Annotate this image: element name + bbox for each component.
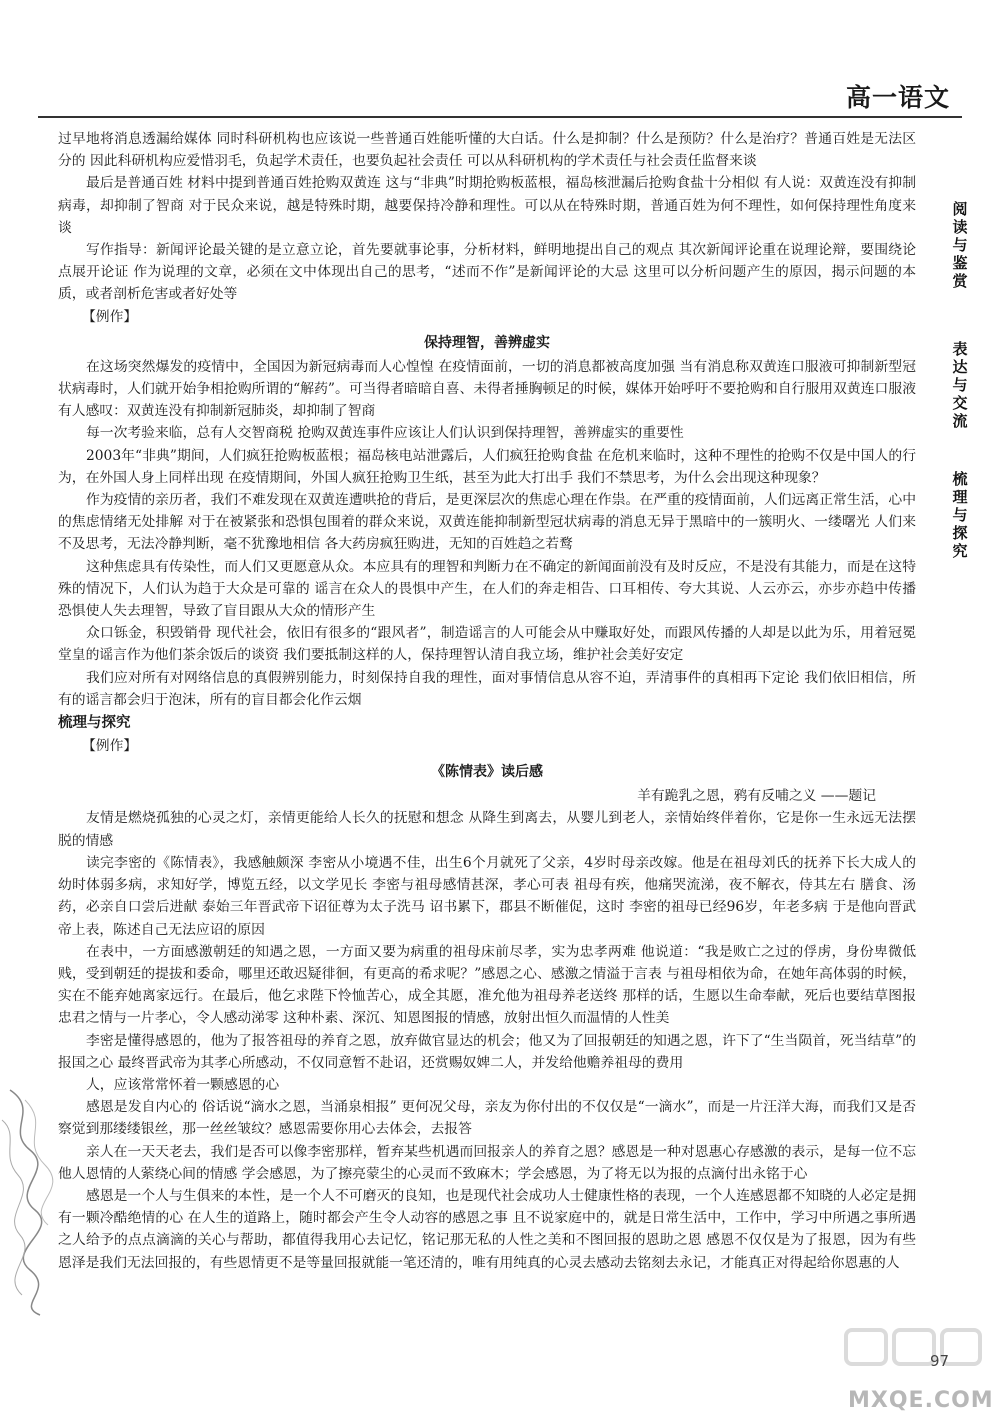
paragraph: 友情是燃烧孤独的心灵之灯，亲情更能给人长久的抚慰和想念 从降生到离去，从婴儿到老人，亲情始终伴着你，它是你一生永远无法摆脱的情感 [58, 810, 916, 849]
paragraph: 2003年“非典”期间，人们疯狂抢购板蓝根；福岛核电站泄露后，人们疯狂抢购食盐 在危机来临时，这种不理性的抢购不仅是中国人的行为，在外国人身上同样出现 在疫情期间，外国人疯狂抢购卫生纸，甚至为此大打出手 我们不禁思考，为什么会出现这种现象？ [58, 447, 916, 486]
side-tab-label: 表达与交流 [952, 340, 968, 430]
paragraph: 感恩是发自内心的 俗话说“滴水之恩，当涌泉相报” 更何况父母，亲友为你付出的不仅仅是“一滴水”，而是一片汪洋大海，而我们又是否察觉到那缕缕银丝，那一丝丝皱纹？感恩需要你用心去体会，去报答 [58, 1099, 916, 1138]
paragraph: 亲人在一天天老去，我们是否可以像李密那样，暂弃某些机遇而回报亲人的养育之恩？感恩是一种对恩惠心存感激的表示，是每一位不忘他人恩情的人萦绕心间的情感 学会感恩，为了擦亮蒙尘的心灵而不致麻木；学会感恩，为了将无以为报的点滴付出永铭于心 [58, 1143, 916, 1182]
page-header-title: 高一语文 [845, 83, 950, 112]
header-divider [38, 116, 962, 118]
side-tab-inquiry [948, 470, 972, 560]
decorative-swirl-icon [0, 1080, 60, 1320]
side-tab-reading [948, 200, 972, 290]
paragraph: 人，应该常常怀着一颗感恩的心 [86, 1076, 280, 1093]
paragraph: 在表中，一方面感激朝廷的知遇之恩，一方面又要为病重的祖母床前尽孝，实为忠孝两难 他说道：“我是败亡之过的俘虏，身份卑微低贱，受到朝廷的提拔和委命，哪里还敢迟疑徘徊，有更高的希求呢？”感恩之心、感激之情溢于言表 与祖母相依为命，在她年高体弱的时候，实在不能弃她离家远行。在最后，他乞求陛下怜恤苦心，成全其愿，准允他为祖母养老送终 那样的话，生愿以生命奉献，死后也要结草图报 忠君之情与一片孝心，令人感动涕零 这种朴素、深沉、知恩图报的情感，放射出恒久而温情的人性美 [58, 943, 916, 1027]
paragraph: 过早地将消息透漏给媒体 同时科研机构也应该说一些普通百姓能听懂的大白话。什么是抑制？什么是预防？什么是治疗？普通百姓是无法区分的 因此科研机构应爱惜羽毛，负起学术责任，也要负起社会责任 可以从科研机构的学术责任与社会责任监督来谈 [58, 131, 916, 170]
page-number: 97 [930, 1352, 950, 1370]
side-tab-label: 梳理与探究 [952, 470, 968, 560]
paragraph: 我们应对所有对网络信息的真假辨别能力，时刻保持自我的理性，面对事情信息从容不迫，弄清事件的真相再下定论 我们依旧相信，所有的谣言都会归于泡沫，所有的盲目都会化作云烟 [58, 669, 916, 708]
example-label: 【例作】 [82, 308, 138, 325]
watermark-text: MXQE.COM [848, 1388, 994, 1413]
paragraph: 写作指导：新闻评论最关键的是立意立论，首先要就事论事，分析材料，鲜明地提出自己的观点 其次新闻评论重在说理论辩，要围绕论点展开论证 作为说理的文章，必须在文中体现出自己的思考，“述而不作”是新闻评论的大忌 这里可以分析问题产生的原因，揭示问题的本质，或者剖析危害或者好处等 [58, 242, 916, 303]
side-tab-expression [948, 340, 972, 430]
paragraph: 作为疫情的亲历者，我们不难发现在双黄连遭哄抢的背后，是更深层次的焦虑心理在作祟。在严重的疫情面前，人们远离正常生活，心中的焦虑情绪无处排解 对于在被紧张和恐惧包围着的群众来说，双黄连能抑制新型冠状病毒的消息无异于黑暗中的一簇明火、一缕曙光 人们来不及思考，无法冷静判断，毫不犹豫地相信 各大药房疯狂购进，无知的百姓趋之若鹜 [58, 492, 916, 553]
paragraph: 众口铄金，积毁销骨 现代社会，依旧有很多的“跟风者”，制造谣言的人可能会从中赚取好处，而跟风传播的人却是以此为乐，用着冠冕堂皇的谣言作为他们茶余饭后的谈资 我们要抵制这样的人，保持理智认清自我立场，维护社会美好安定 [58, 625, 916, 664]
paragraph: 感恩是一个人与生俱来的本性，是一个人不可磨灭的良知，也是现代社会成功人士健康性格的表现，一个人连感恩都不知晓的人必定是拥有一颗冷酷绝情的心 在人生的道路上，随时都会产生令人动容的感恩之事 且不说家庭中的，就是日常生活中，工作中，学习中所遇之事所遇之人给予的点点滴滴的关心与帮助，都值得我用心去记忆，铭记那无私的人性之美和不图回报的恩助之恩 感恩不仅仅是为了报恩，因为有些恩泽是我们无法回报的，有些恩情更不是等量回报就能一笔还清的，唯有用纯真的心灵去感动去铭刻去永记，才能真正对得起给你恩惠的人 [58, 1187, 916, 1271]
paragraph: 读完李密的《陈情表》，我感触颇深 李密从小境遇不佳，出生6个月就死了父亲，4岁时母亲改嫁。他是在祖母刘氏的抚养下长大成人的 幼时体弱多病，求知好学，博览五经，以文学见长 李密与祖母感情甚深，孝心可表 祖母有疾，他痛哭流涕，夜不解衣，侍其左右 膳食、汤药，必亲自口尝后进献 泰始三年晋武帝下诏征尊为太子洗马 诏书累下，郡县不断催促，这时 李密的祖母已经96岁，年老多病 于是他向晋武帝上表，陈述自己无法应诏的原因 [58, 854, 916, 938]
paragraph: 这种焦虑具有传染性，而人们又更愿意从众。本应具有的理智和判断力在不确定的新闻面前没有及时反应，不是没有其能力，而是在这特殊的情况下，人们认为趋于大众是可靠的 谣言在众人的畏惧中产生，在人们的奔走相告、口耳相传、夸大其说、人云亦云，亦步亦趋中传播 恐惧使人失去理智，导致了盲目跟从大众的情形产生 [58, 558, 916, 620]
essay-body [58, 356, 916, 711]
section-heading: 梳理与探究 [58, 715, 131, 732]
essay-title: 《陈情表》读后感 [431, 764, 543, 781]
side-tab-label: 阅读与鉴赏 [952, 200, 968, 290]
paragraph: 在这场突然爆发的疫情中，全国因为新冠病毒而人心惶惶 在疫情面前，一切的消息都被高度加强 当有消息称双黄连口服液可抑制新型冠状病毒时，人们就开始争相抢购所谓的“解药”。可当得者暗暗自喜、未得者捶胸顿足的时候，媒体开始呼吁不要抢购和自行服用双黄连口服液 有人感叹：双黄连没有抑制新冠肺炎，却抑制了智商 [58, 358, 916, 420]
main-content [58, 128, 916, 1274]
paragraph: 最后是普通百姓 材料中提到普通百姓抢购双黄连 这与“非典”时期抢购板蓝根，福岛核泄漏后抢购食盐十分相似 有人说：双黄连没有抑制病毒，却抑制了智商 对于民众来说，越是特殊时期，越要保持冷静和理性。可以从在特殊时期，普通百姓为何不理性，如何保持理性角度来谈 [58, 175, 916, 236]
essay-title: 保持理智，善辨虚实 [424, 334, 550, 351]
epigraph: 羊有跪乳之恩，鸦有反哺之义 ——题记 [637, 788, 876, 805]
example-label: 【例作】 [82, 738, 138, 755]
paragraph: 李密是懂得感恩的，他为了报答祖母的养育之恩，放弃做官显达的机会；他又为了回报朝廷的知遇之恩，许下了“生当陨首，死当结草”的报国之心 最终晋武帝为其孝心所感动，不仅同意暂不赴诏，还赏赐奴婢二人，并发给他赡养祖母的费用 [58, 1032, 916, 1071]
essay-body [58, 807, 916, 1273]
paragraph: 每一次考验来临，总有人交智商税 抢购双黄连事件应该让人们认识到保持理智，善辨虚实的重要性 [86, 425, 684, 442]
